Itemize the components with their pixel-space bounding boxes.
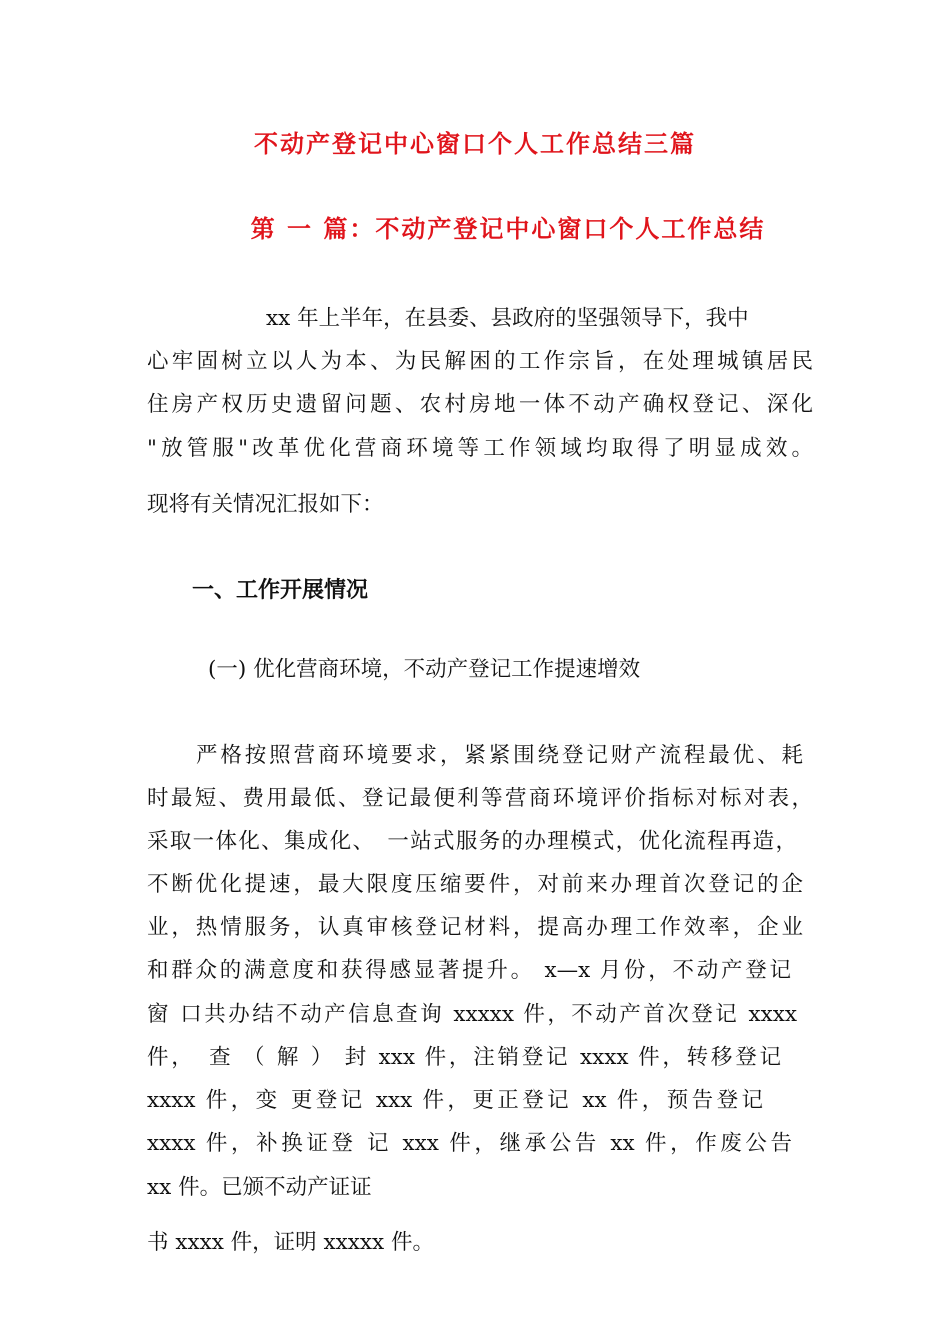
body-line: 严格按照营商环境要求，紧紧围绕登记财产流程最优、耗 — [196, 743, 803, 768]
body-line: 业，热情服务，认真审核登记材料，提高办理工作效率，企业 — [147, 915, 803, 940]
intro-line: 心牢固树立以人为本、为民解困的工作宗旨，在处理城镇居民 — [147, 349, 813, 374]
body-line: xxxx 件，变 更登记 xxx 件，更正登记 xx 件，预告登记 — [147, 1088, 763, 1113]
intro-line: 现将有关情况汇报如下： — [147, 492, 384, 517]
subsection-heading: (一) 优化营商环境，不动产登记工作提速增效 — [208, 657, 641, 682]
document-title: 不动产登记中心窗口个人工作总结三篇 — [254, 130, 696, 158]
body-line: 和群众的满意度和获得感显著提升。 x—x 月份，不动产登记 — [147, 958, 791, 983]
body-line: xx 件。已颁不动产证证 — [147, 1175, 372, 1200]
body-line: 件， 查 （ 解 ） 封 xxx 件，注销登记 xxxx 件，转移登记 — [147, 1045, 781, 1070]
body-line: 不断优化提速，最大限度压缩要件，对前来办理首次登记的企 — [147, 872, 803, 897]
body-line: xxxx 件，补换证登 记 xxx 件，继承公告 xx 件，作废公告 — [147, 1131, 792, 1156]
body-line: 窗 口共办结不动产信息查询 xxxxx 件，不动产首次登记 xxxx — [147, 1002, 797, 1027]
intro-line: 住房产权历史遗留问题、农村房地一体不动产确权登记、深化 — [147, 392, 813, 417]
intro-line: "放管服"改革优化营商环境等工作领域均取得了明显成效。 — [147, 436, 813, 461]
body-line: 采取一体化、集成化、 一站式服务的办理模式，优化流程再造， — [147, 829, 797, 854]
document-subtitle: 第 一 篇：不动产登记中心窗口个人工作总结 — [250, 215, 766, 243]
body-line: 时最短、费用最低、登记最便利等营商环境评价指标对标对表， — [147, 786, 813, 811]
section-heading: 一、工作开展情况 — [192, 578, 369, 603]
intro-line: xx 年上半年，在县委、县政府的坚强领导下，我中 — [266, 306, 749, 331]
body-line: 书 xxxx 件，证明 xxxxx 件。 — [147, 1230, 434, 1255]
